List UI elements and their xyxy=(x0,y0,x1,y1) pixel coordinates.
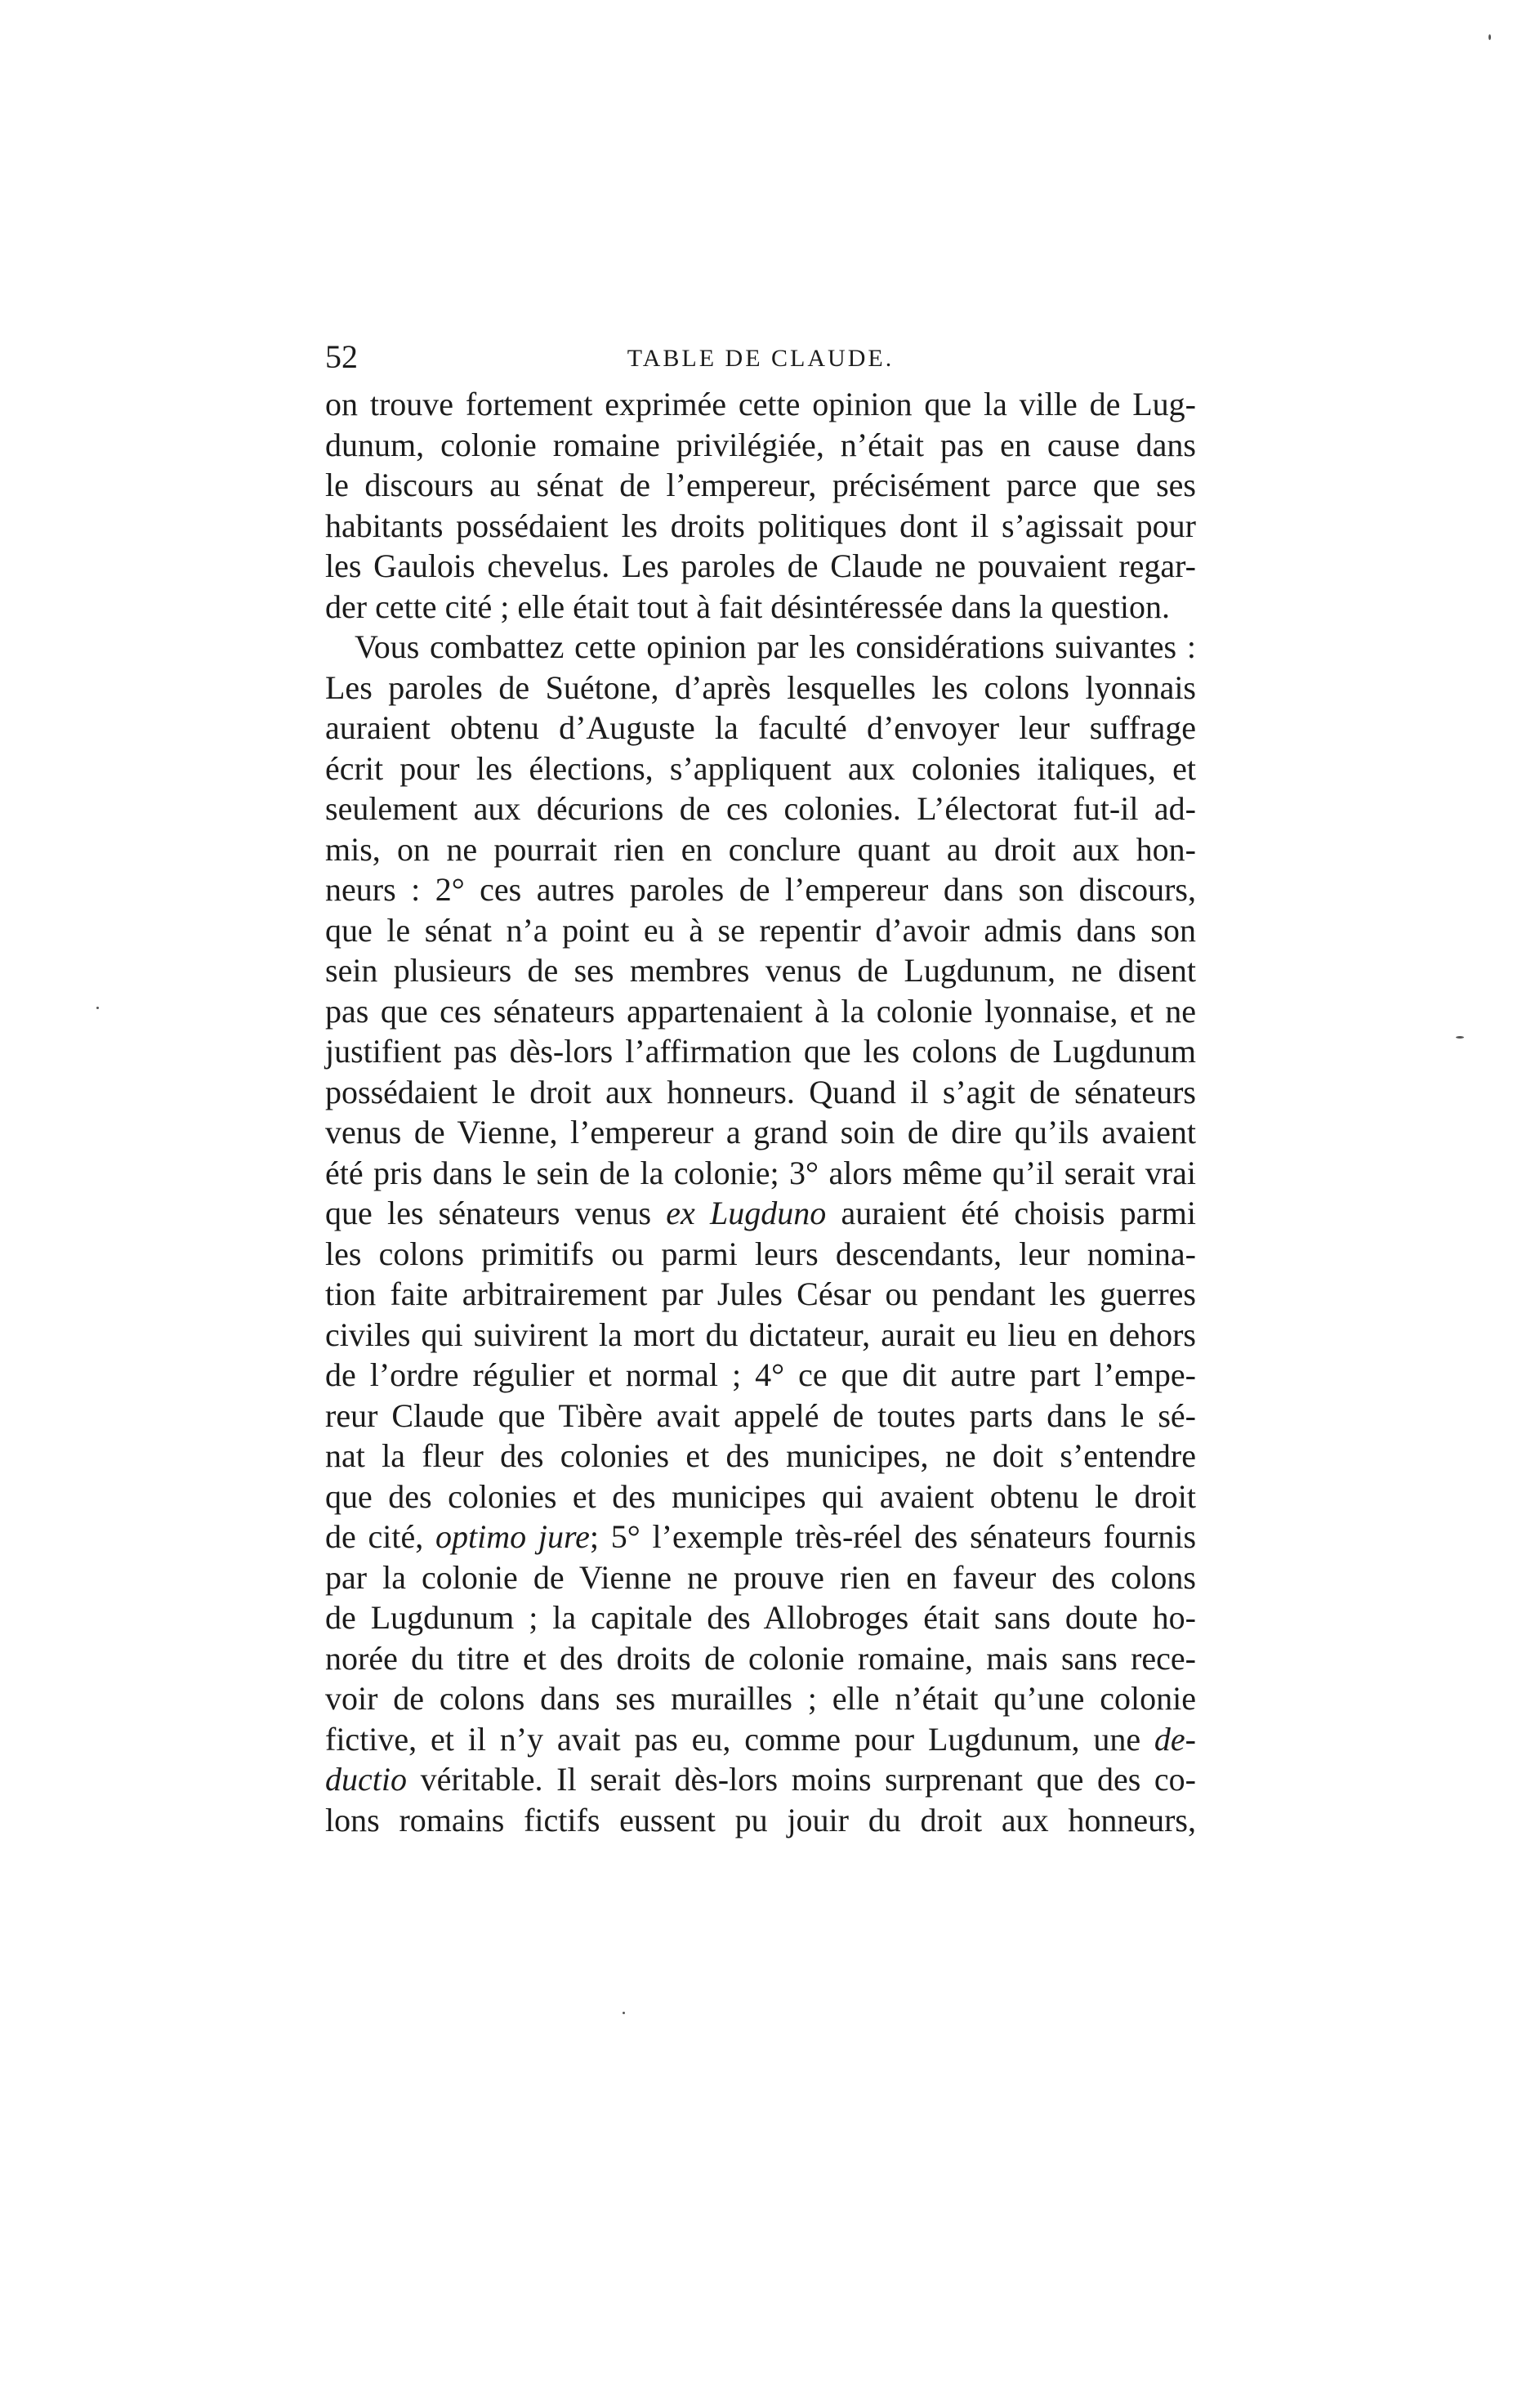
text-segment: tion faite arbitrairement par Jules César ou pendant les guerres xyxy=(325,1275,1196,1312)
text-segment: on trouve fortement exprimée cette opinion que la ville de Lug- xyxy=(325,386,1196,422)
body-text xyxy=(325,384,1196,1840)
text-line xyxy=(325,829,1196,870)
text-line xyxy=(325,546,1196,587)
text-line xyxy=(325,1800,1196,1841)
italic-text: de- xyxy=(1154,1720,1196,1758)
text-segment: norée du titre et des droits de colonie romaine, mais sans rece- xyxy=(325,1639,1196,1677)
text-segment: Vous combattez cette opinion par les considérations suivantes : xyxy=(355,628,1196,665)
text-line xyxy=(325,1436,1196,1477)
text-line xyxy=(325,1031,1196,1072)
text-segment: der cette cité ; elle était tout à fait désintéressée dans la question. xyxy=(325,587,1171,625)
text-segment: que le sénat n’a point eu à se repentir d’avoir admis dans son xyxy=(325,911,1196,949)
scan-speck xyxy=(1456,1036,1464,1039)
text-segment: possédaient le droit aux honneurs. Quand il s’agit de sénateurs xyxy=(325,1073,1196,1110)
text-line xyxy=(325,991,1196,1032)
text-segment: pas que ces sénateurs appartenaient à la colonie lyonnaise, et ne xyxy=(325,992,1196,1030)
text-segment: de cité, xyxy=(325,1518,436,1555)
text-line xyxy=(325,789,1196,829)
text-line xyxy=(325,1597,1196,1638)
text-segment: mis, on ne pourrait rien en conclure quant au droit aux hon- xyxy=(325,830,1196,868)
text-segment: de Lugdunum ; la capitale des Allobroges était sans doute ho- xyxy=(325,1599,1196,1636)
text-line xyxy=(325,1072,1196,1113)
text-segment: seulement aux décurions de ces colonies. L’électorat fut-il ad- xyxy=(325,790,1196,827)
text-line xyxy=(325,1315,1196,1356)
text-line xyxy=(325,950,1196,991)
scan-speck xyxy=(623,2012,625,2014)
text-line xyxy=(325,748,1196,789)
text-line xyxy=(325,1638,1196,1679)
text-line xyxy=(325,465,1196,506)
text-line xyxy=(325,1396,1196,1436)
text-line xyxy=(325,1678,1196,1719)
text-line xyxy=(325,1557,1196,1598)
text-line xyxy=(325,708,1196,748)
text-line xyxy=(325,1153,1196,1194)
text-line xyxy=(325,425,1196,466)
text-segment: fictive, et il n’y avait pas eu, comme pour Lugdunum, une xyxy=(325,1720,1154,1758)
text-line xyxy=(325,1719,1196,1760)
text-line xyxy=(325,1517,1196,1557)
text-segment: neurs : 2° ces autres paroles de l’empereur dans son discours, xyxy=(325,871,1196,908)
text-segment: voir de colons dans ses murailles ; elle n’était qu’une colonie xyxy=(325,1680,1196,1717)
text-segment: dunum, colonie romaine privilégiée, n’était pas en cause dans xyxy=(325,426,1196,463)
text-line xyxy=(325,1759,1196,1800)
text-segment: que les sénateurs venus xyxy=(325,1195,667,1231)
text-segment: par la colonie de Vienne ne prouve rien en faveur des colons xyxy=(325,1558,1196,1596)
text-line xyxy=(325,1274,1196,1315)
text-segment: Les paroles de Suétone, d’après lesquelles les colons lyonnais xyxy=(325,668,1196,706)
running-title: TABLE DE CLAUDE. xyxy=(627,345,895,372)
text-segment: véritable. Il serait dès-lors moins surprenant que des co- xyxy=(406,1761,1196,1798)
text-segment: justifient pas dès-lors l’affirmation que les colons de Lugdunum xyxy=(325,1033,1196,1070)
italic-text: ex Lugduno xyxy=(666,1195,827,1231)
text-line xyxy=(325,1193,1196,1234)
text-segment: lons romains fictifs eussent pu jouir du droit aux honneurs, xyxy=(325,1801,1196,1838)
text-segment: nat la fleur des colonies et des municipes, ne doit s’entendre xyxy=(325,1437,1196,1474)
text-segment: écrit pour les élections, s’appliquent aux colonies italiques, et xyxy=(325,749,1196,787)
text-segment: venus de Vienne, l’empereur a grand soin de dire qu’ils avaient xyxy=(325,1114,1196,1150)
text-segment: auraient été choisis parmi xyxy=(826,1195,1196,1231)
scan-speck xyxy=(1488,34,1491,40)
text-line xyxy=(325,627,1196,668)
text-line xyxy=(325,384,1196,425)
text-segment: été pris dans le sein de la colonie; 3° alors même qu’il serait vrai xyxy=(325,1154,1196,1191)
text-segment: le discours au sénat de l’empereur, précisément parce que ses xyxy=(325,467,1196,503)
text-line xyxy=(325,587,1196,628)
text-line xyxy=(325,869,1196,910)
running-header xyxy=(325,337,1196,378)
text-segment: les Gaulois chevelus. Les paroles de Claude ne pouvaient regar- xyxy=(325,547,1196,584)
text-segment: de l’ordre régulier et normal ; 4° ce que dit autre part l’empe- xyxy=(325,1356,1196,1393)
text-segment: ; 5° l’exemple très-réel des sénateurs fournis xyxy=(589,1518,1197,1555)
text-segment: les colons primitifs ou parmi leurs descendants, leur nomina- xyxy=(325,1235,1196,1272)
scan-speck xyxy=(96,1007,99,1009)
text-line xyxy=(325,1355,1196,1396)
text-line xyxy=(325,506,1196,547)
italic-text: optimo jure xyxy=(435,1518,590,1555)
text-segment: reur Claude que Tibère avait appelé de toutes parts dans le sé- xyxy=(325,1396,1196,1434)
italic-text: ductio xyxy=(325,1761,407,1798)
text-line xyxy=(325,910,1196,951)
text-segment: civiles qui suivirent la mort du dictateur, aurait eu lieu en dehors xyxy=(325,1316,1196,1353)
text-line xyxy=(325,668,1196,708)
text-line xyxy=(325,1234,1196,1275)
text-segment: que des colonies et des municipes qui avaient obtenu le droit xyxy=(325,1477,1196,1515)
page-number: 52 xyxy=(325,338,358,375)
text-line xyxy=(325,1477,1196,1517)
text-segment: habitants possédaient les droits politiques dont il s’agissait pour xyxy=(325,507,1196,544)
text-segment: sein plusieurs de ses membres venus de Lugdunum, ne disent xyxy=(325,952,1196,989)
text-line xyxy=(325,1112,1196,1153)
text-segment: auraient obtenu d’Auguste la faculté d’envoyer leur suffrage xyxy=(325,709,1196,746)
